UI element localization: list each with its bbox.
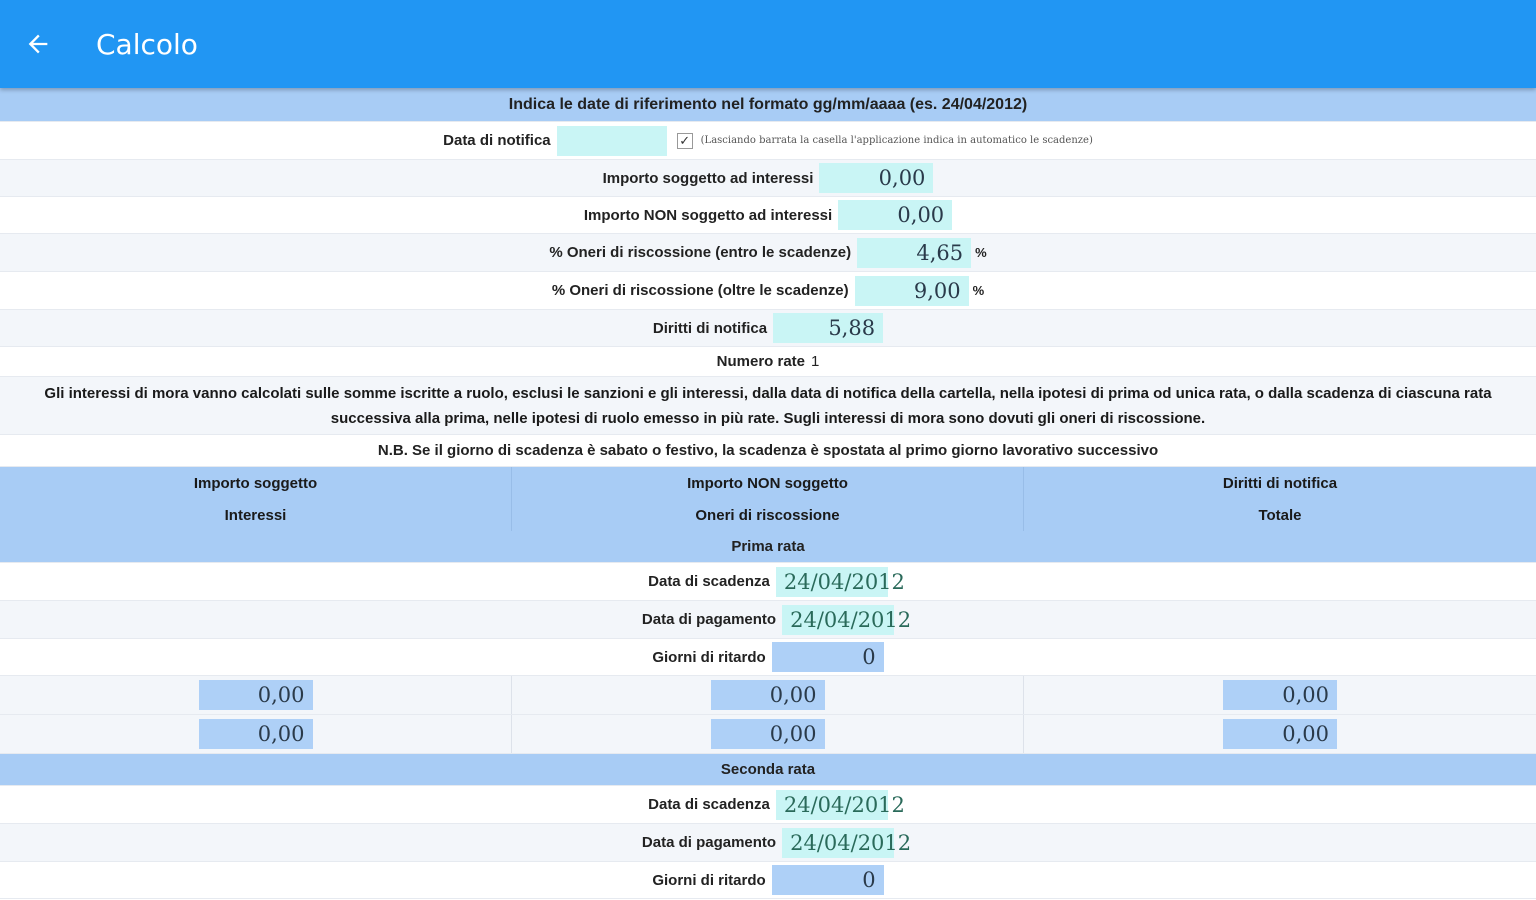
results-header-row1	[0, 467, 1536, 499]
result-cell	[512, 676, 1024, 714]
col-header: Importo soggetto	[0, 467, 512, 499]
seconda-rata-label: Seconda rata	[720, 761, 816, 778]
prima-pagamento-row	[0, 601, 1536, 639]
date-format-hint-text: Indica le date di riferimento nel formato gg/mm/aaaa (es. 24/04/2012)	[508, 95, 1028, 113]
numero-rate-row	[0, 347, 1536, 377]
seconda-pagamento-label: Data di pagamento	[641, 834, 777, 851]
seconda-rata-title	[0, 754, 1536, 786]
prima-results-row1	[0, 676, 1536, 715]
seconda-ritardo-label: Giorni di ritardo	[652, 871, 766, 889]
prima-results-row2	[0, 715, 1536, 754]
date-format-hint	[0, 88, 1536, 122]
diritti-row	[0, 310, 1536, 347]
notifica-row	[0, 122, 1536, 160]
oneri-oltre-row	[0, 272, 1536, 310]
page-title: Calcolo	[96, 27, 198, 61]
result-cell	[1024, 715, 1536, 753]
app-bar	[0, 0, 1536, 88]
numero-rate-value[interactable]: 1	[811, 353, 820, 370]
seconda-ritardo-value: 0	[772, 865, 884, 895]
oneri-entro-input[interactable]: 4,65	[857, 238, 971, 268]
diritti-input[interactable]: 5,88	[773, 313, 883, 343]
prima-pagamento-label: Data di pagamento	[641, 611, 777, 628]
oneri-entro-label: % Oneri di riscossione (entro le scadenze)	[549, 244, 852, 261]
importo-soggetto-result: 0,00	[199, 680, 313, 710]
result-cell	[1024, 676, 1536, 714]
seconda-pagamento-input[interactable]: 24/04/2012	[782, 828, 894, 858]
nb-text: N.B. Se il giorno di scadenza è sabato o festivo, la scadenza è spostata al primo giorno lavorativo successivo	[377, 442, 1159, 459]
notifica-label: Data di notifica	[443, 132, 551, 149]
diritti-label: Diritti di notifica	[652, 319, 768, 337]
importo-soggetto-row	[0, 160, 1536, 197]
notifica-date-input[interactable]	[557, 126, 667, 156]
nb-row	[0, 435, 1536, 467]
arrow-left-icon	[24, 30, 52, 58]
importo-non-soggetto-label: Importo NON soggetto ad interessi	[583, 206, 833, 224]
seconda-scadenza-label: Data di scadenza	[648, 796, 770, 813]
oneri-oltre-label: % Oneri di riscossione (oltre le scadenze)	[551, 282, 849, 299]
prima-ritardo-row	[0, 639, 1536, 676]
seconda-ritardo-row	[0, 862, 1536, 899]
calc-form	[0, 88, 1536, 899]
seconda-pagamento-row	[0, 824, 1536, 862]
prima-rata-title	[0, 531, 1536, 563]
totale-result: 0,00	[1223, 719, 1337, 749]
importo-soggetto-input[interactable]: 0,00	[819, 163, 933, 193]
col-header: Importo NON soggetto	[512, 467, 1024, 499]
oneri-entro-unit: %	[975, 245, 987, 260]
importo-soggetto-label: Importo soggetto ad interessi	[602, 169, 814, 187]
prima-ritardo-value: 0	[772, 642, 884, 672]
auto-deadline-checkbox[interactable]: ✓	[677, 133, 693, 149]
oneri-entro-row	[0, 234, 1536, 272]
info-paragraph: Gli interessi di mora vanno calcolati sulle somme iscritte a ruolo, esclusi le sanzioni e gli interessi, dalla data di notifica della cartella, nella ipotesi di prima od unica rata, o dalla scadenza di ciascuna rata successiva alla prima, nelle ipotesi di ruolo emesso in più rate. Sugli interessi di mora sono dovuti gli oneri di riscossione.	[0, 377, 1536, 435]
seconda-scadenza-input[interactable]: 24/04/2012	[776, 790, 888, 820]
result-cell	[0, 715, 512, 753]
importo-non-soggetto-input[interactable]: 0,00	[838, 200, 952, 230]
result-cell	[0, 676, 512, 714]
prima-scadenza-row	[0, 563, 1536, 601]
seconda-scadenza-row	[0, 786, 1536, 824]
prima-ritardo-label: Giorni di ritardo	[652, 648, 766, 666]
oneri-oltre-unit: %	[972, 283, 985, 298]
interessi-result: 0,00	[199, 719, 313, 749]
col-header: Oneri di riscossione	[512, 499, 1024, 531]
prima-pagamento-input[interactable]: 24/04/2012	[782, 605, 894, 635]
auto-deadline-option	[677, 133, 1093, 149]
numero-rate-label: Numero rate	[716, 353, 805, 370]
auto-deadline-note: (Lasciando barrata la casella l'applicazione indica in automatico le scadenze)	[700, 135, 1093, 146]
results-header-row2	[0, 499, 1536, 531]
col-header: Diritti di notifica	[1222, 474, 1338, 492]
result-cell	[512, 715, 1024, 753]
oneri-result: 0,00	[711, 719, 825, 749]
prima-scadenza-label: Data di scadenza	[648, 573, 770, 590]
back-button[interactable]	[0, 0, 76, 88]
importo-non-soggetto-result: 0,00	[711, 680, 825, 710]
results-header	[0, 467, 1536, 531]
prima-rata-label: Prima rata	[731, 538, 805, 555]
oneri-oltre-input[interactable]: 9,00	[855, 276, 969, 306]
col-header: Totale	[1258, 506, 1302, 524]
diritti-result: 0,00	[1223, 680, 1337, 710]
importo-non-soggetto-row	[0, 197, 1536, 234]
prima-scadenza-input[interactable]: 24/04/2012	[776, 567, 888, 597]
col-header: Interessi	[0, 499, 512, 531]
